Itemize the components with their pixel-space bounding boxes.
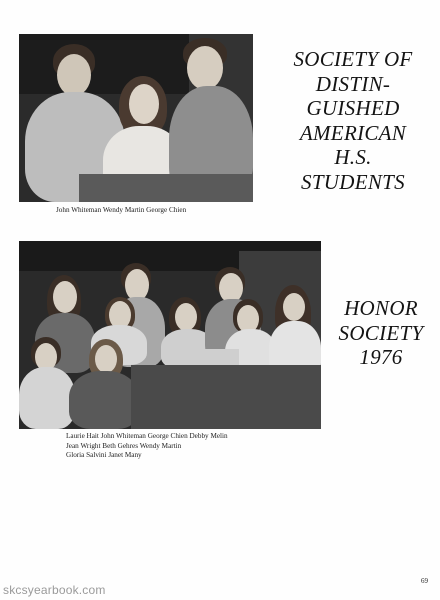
heading-line: DISTIN- (315, 71, 391, 96)
person-body (69, 371, 139, 429)
photo-card-catalog-desk (131, 365, 321, 429)
heading-line: HONOR (344, 296, 418, 320)
photo-counter (79, 174, 253, 202)
group-photo-distinguished-students (19, 34, 253, 202)
heading-line: SOCIETY (338, 320, 424, 345)
heading-honor-society (322, 296, 440, 370)
page-number: 69 (421, 577, 428, 585)
caption-line: Laurie Hait John Whiteman George Chien Debby Melin (66, 432, 228, 440)
heading-line: H.S. (334, 145, 372, 169)
heading-line: AMERICAN (299, 120, 407, 145)
person-face (129, 84, 159, 124)
person-face (57, 54, 91, 96)
person-face (53, 281, 77, 313)
caption-distinguished-students: John Whiteman Wendy Martin George Chien (56, 206, 187, 214)
photo-books (179, 349, 239, 365)
caption-honor-society (66, 432, 228, 461)
heading-line: SOCIETY OF (293, 47, 413, 71)
heading-line: GUISHED (306, 96, 400, 120)
site-watermark: skcsyearbook.com (3, 583, 106, 597)
caption-line: Jean Wright Beth Gehres Wendy Martin (66, 441, 182, 450)
heading-distinguished-students (268, 47, 438, 194)
heading-line: 1976 (359, 345, 403, 369)
group-photo-honor-society (19, 241, 321, 429)
person-face (187, 46, 223, 90)
person-body (19, 367, 75, 429)
person-face (95, 345, 117, 373)
caption-line: Gloria Salvini Janet Many (66, 451, 142, 460)
person-face (283, 293, 305, 321)
heading-line: STUDENTS (301, 169, 405, 194)
person-face (175, 303, 197, 331)
